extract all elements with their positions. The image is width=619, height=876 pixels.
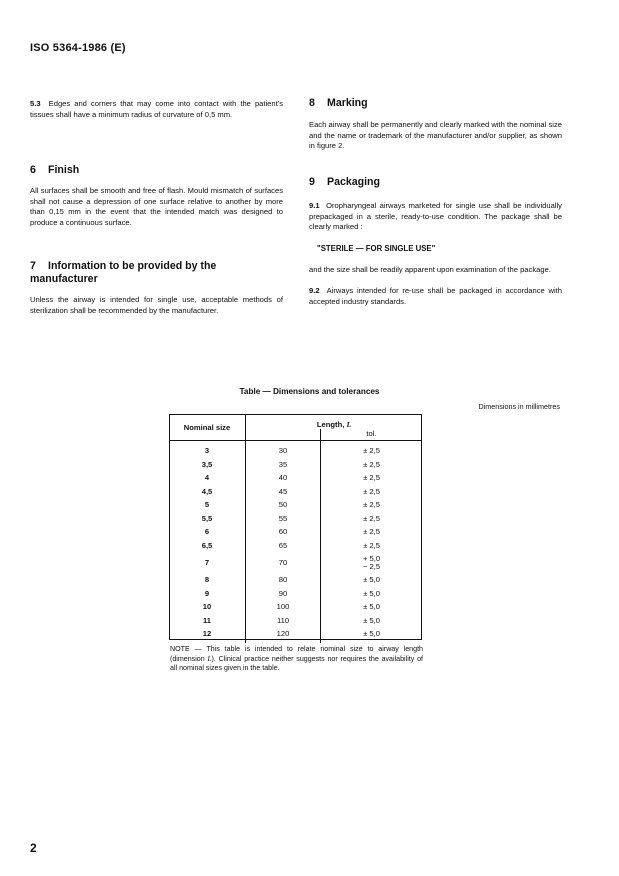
clause-text-continued: and the size shall be readily apparent upon examination of the package.	[309, 265, 551, 275]
column-header-tol: tol.	[321, 429, 423, 441]
cell-length: 70	[246, 552, 321, 573]
cell-size: 5	[169, 498, 246, 512]
section-6	[30, 164, 283, 228]
cell-length: 110	[246, 614, 321, 628]
table-row	[169, 539, 422, 553]
column-header-length-value	[246, 429, 321, 441]
cell-length: 120	[246, 627, 321, 643]
cell-size: 9	[169, 587, 246, 601]
clause-5-3	[30, 99, 283, 120]
cell-size: 4	[169, 471, 246, 485]
section-heading	[309, 97, 562, 110]
document-header: ISO 5364-1986 (E)	[30, 42, 126, 54]
length-label: Length,	[316, 420, 345, 429]
table-row	[169, 485, 422, 499]
length-symbol: L	[346, 420, 352, 429]
cell-size: 7	[169, 552, 246, 573]
cell-length: 90	[246, 587, 321, 601]
table-row	[169, 614, 422, 628]
table-row	[169, 458, 422, 472]
table-note	[170, 645, 423, 674]
clause-text: Airways intended for re-use shall be packaged in accordance with accepted industry standards.	[309, 285, 563, 306]
cell-size: 5,5	[169, 512, 246, 526]
clause-text: Edges and corners that may come into contact with the patient's tissues shall have a minimum radius of curvature of 0,5 mm.	[30, 99, 283, 119]
section-number: 7	[30, 260, 36, 272]
dimensions-table	[169, 414, 422, 643]
table-title: Table — Dimensions and tolerances	[239, 387, 380, 396]
package-marking-quote: "STERILE — FOR SINGLE USE"	[317, 243, 436, 253]
cell-tol: ± 5,0	[363, 588, 380, 598]
cell-tol: ± 2,5	[363, 459, 380, 469]
cell-size: 6	[169, 525, 246, 539]
section-text: All surfaces shall be smooth and free of flash. Mould mismatch of surfaces shall not cause a depression of one surface relative to another by more than 0,15 mm in the event that the intended match was designed to produce a continuous surface.	[30, 186, 283, 227]
cell-length: 40	[246, 471, 321, 485]
table-units: Dimensions in millimetres	[478, 402, 560, 411]
cell-tol: ± 5,0	[363, 629, 380, 639]
section-title: Information to be provided by the manufacturer	[30, 260, 217, 285]
column-header-length	[246, 414, 423, 429]
section-number: 6	[30, 164, 36, 176]
page-number: 2	[30, 841, 37, 855]
section-number: 8	[309, 97, 315, 109]
cell-size: 8	[169, 573, 246, 587]
cell-tol: ± 2,5	[363, 446, 380, 456]
table-row	[169, 600, 422, 614]
section-heading	[30, 164, 283, 177]
section-text: Unless the airway is intended for single use, acceptable methods of sterilization shall be recommended by the manufacturer.	[30, 295, 283, 315]
section-9	[309, 176, 562, 307]
table-row	[169, 512, 422, 526]
cell-size: 3	[169, 441, 246, 458]
cell-tol: ± 2,5	[363, 527, 380, 537]
cell-length: 60	[246, 525, 321, 539]
cell-tol: ± 2,5	[363, 540, 380, 550]
cell-tol	[321, 552, 423, 573]
cell-size: 3,5	[169, 458, 246, 472]
cell-tol: ± 2,5	[363, 500, 380, 510]
clause-text: Oropharyngeal airways marketed for single use shall be individually prepackaged in a sterile, ready-to-use condition. The package shall be clearly marked :	[309, 201, 562, 232]
cell-tol: ± 5,0	[363, 575, 380, 585]
cell-tol: ± 2,5	[363, 473, 380, 483]
column-header-nominal-size: Nominal size	[169, 414, 246, 441]
table-row	[169, 498, 422, 512]
section-heading	[30, 260, 283, 286]
section-title: Marking	[327, 97, 368, 109]
table-row	[169, 552, 422, 573]
cell-length: 65	[246, 539, 321, 553]
cell-size: 11	[169, 614, 246, 628]
clause-number: 9.1	[309, 201, 320, 210]
section-title: Packaging	[327, 176, 380, 188]
note-text: NOTE — This table is intended to relate nominal size to airway length (dimension	[170, 645, 423, 663]
table-row	[169, 525, 422, 539]
cell-size: 10	[169, 600, 246, 614]
section-text: Each airway shall be permanently and clearly marked with the nominal size and the name or trademark of the manufacturer and/or supplier, as shown in figure 2.	[309, 120, 562, 151]
tol-plus: + 5,0	[362, 553, 381, 563]
section-8	[309, 97, 562, 152]
clause-number: 5.3	[30, 99, 41, 108]
cell-size: 6,5	[169, 539, 246, 553]
section-heading	[309, 176, 562, 189]
cell-length: 45	[246, 485, 321, 499]
cell-size: 4,5	[169, 485, 246, 499]
cell-length: 50	[246, 498, 321, 512]
table-row	[169, 441, 422, 458]
cell-tol: ± 5,0	[363, 615, 380, 625]
table-row	[169, 587, 422, 601]
section-number: 9	[309, 176, 315, 188]
table-row	[169, 627, 422, 643]
cell-tol: ± 5,0	[363, 602, 380, 612]
cell-length: 80	[246, 573, 321, 587]
cell-tol: ± 2,5	[363, 486, 380, 496]
note-text-end: ). Clinical practice neither suggests nor requires the availability of all nominal sizes given in the table.	[170, 654, 423, 673]
table-row	[169, 573, 422, 587]
cell-tol: ± 2,5	[363, 513, 380, 523]
cell-size: 12	[169, 627, 246, 643]
section-title: Finish	[48, 164, 80, 176]
tol-minus: − 2,5	[362, 561, 381, 571]
note-symbol: L	[207, 654, 212, 663]
cell-length: 30	[246, 441, 321, 458]
table-row	[169, 471, 422, 485]
cell-length: 100	[246, 600, 321, 614]
cell-length: 35	[246, 458, 321, 472]
clause-number: 9.2	[309, 285, 320, 295]
section-7	[30, 260, 283, 316]
cell-length: 55	[246, 512, 321, 526]
